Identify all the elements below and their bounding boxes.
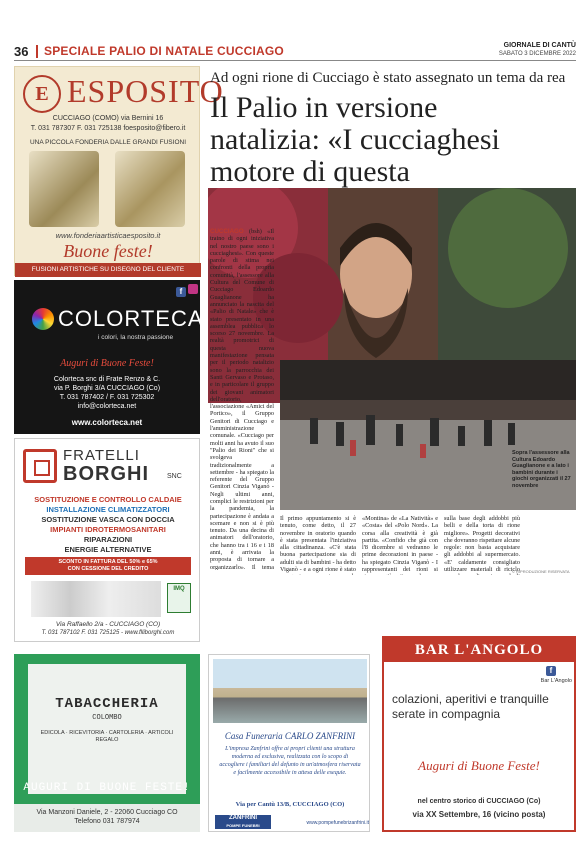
borghi-service: INSTALLAZIONE CLIMATIZZATORI bbox=[46, 505, 170, 514]
article-column-3: «Montina» de «La Natività» e «Costa» del «Polo Nord». La corsa alla creatività è già partita. «Confido che già con l'8 dicembre si vedranno le prime decorazioni in paese - ha spiegato Cinzia Viganò - I rappresentanti dei rioni si bbox=[362, 515, 438, 574]
borghi-suffix: SNC bbox=[167, 473, 182, 480]
borghi-promo-line2: CON CESSIONE DEL CREDITO bbox=[67, 566, 149, 572]
angolo-location: nel centro storico di CUCCIAGO (Co) bbox=[417, 798, 541, 805]
tabaccheria-categories: EDICOLA · RICEVITORIA · CARTOLERIA · ARTICOLI REGALO bbox=[40, 730, 174, 743]
esposito-name: ESPOSITO bbox=[67, 73, 224, 109]
zanfrini-building-photo bbox=[213, 659, 367, 723]
copyright-credit: © RIPRODUZIONE RISERVATA bbox=[512, 569, 570, 574]
esposito-address: CUCCIAGO (COMO) via Bernini 16 bbox=[52, 115, 164, 122]
facebook-icon[interactable]: f bbox=[176, 287, 186, 297]
esposito-website[interactable]: www.fonderiaartisticaesposito.it bbox=[55, 231, 161, 240]
borghi-phone: T. 031 787102 F. 031 725125 - www.flliborghi.com bbox=[41, 630, 175, 636]
borghi-product-images bbox=[31, 581, 161, 617]
borghi-service: IMPIANTI IDROTERMOSANITARI bbox=[50, 525, 166, 534]
tabaccheria-owner: COLOMBO bbox=[92, 714, 122, 722]
article-kicker: Ad ogni rione di Cucciago è stato assegnato un tema da rea bbox=[210, 70, 566, 86]
borghi-service: ENERGIE ALTERNATIVE bbox=[64, 545, 152, 554]
borghi-service: RIPARAZIONI bbox=[83, 535, 133, 544]
article-column-2: Il primo appuntamento si è tenuto, come detto, il 27 novembre in oratorio quando è stata presentata l'iniziativa alla cittadinanza. «C'è stata buona partecipazione sia di adulti sia di bambini - ha detto Viganò - e a ogni rione è stato bbox=[280, 515, 356, 574]
tabaccheria-phone: Telefono 031 787974 bbox=[74, 818, 140, 825]
colorteca-subtitle: i colori, la nostra passione bbox=[98, 334, 174, 341]
tabaccheria-wish: AUGURI DI BUONE FESTE! bbox=[23, 782, 191, 794]
colorteca-name: COLORTECA bbox=[58, 306, 204, 331]
esposito-footer: FUSIONI ARTISTICHE SU DISEGNO DEL CLIENTE bbox=[15, 263, 201, 277]
publication-name: GIORNALE DI CANTÙ bbox=[503, 42, 576, 49]
section-title: SPECIALE PALIO DI NATALE CUCCIAGO bbox=[44, 44, 284, 58]
facebook-icon[interactable]: f bbox=[546, 666, 556, 676]
ad-casa-funeraria-zanfrini[interactable] bbox=[208, 654, 370, 832]
ad-esposito[interactable] bbox=[14, 66, 224, 276]
publication-date: SABATO 3 DICEMBRE 2022 bbox=[498, 51, 576, 57]
borghi-service: SOSTITUZIONE VASCA CON DOCCIA bbox=[41, 515, 175, 524]
esposito-phone: T. 031 787307 F. 031 725138 foesposito@fibero.it bbox=[30, 125, 186, 132]
angolo-address: via XX Settembre, 16 (vicino posta) bbox=[412, 810, 546, 819]
esposito-wish: Buone feste! bbox=[63, 241, 153, 261]
colorteca-email[interactable]: info@colorteca.net bbox=[77, 403, 137, 410]
esposito-logo-icon: E bbox=[23, 75, 61, 113]
article-title: Il Palio in versione natalizia: «I cucciaghesi motore di questa bbox=[210, 91, 500, 188]
colorteca-website[interactable]: www.colorteca.net bbox=[71, 418, 143, 427]
ad-colorteca[interactable] bbox=[14, 280, 204, 434]
article-text: (bsh) «Il traino di ogni iniziativa nel nostro paese sono i cucciaghesi». Con queste parole di stima nei confronti della propria comunità, l'assessore alla Cultura del Comune di Cucciago Edoardo Guaglianone ha annunciato la nascita del «Palio di Natale» che è stato presentato in una assemblea pubblica lo scorso 27 novembre. La realtà promotrici di questa nuova manifestazione pensata per il periodo natalizio sono la parrocchia dei Santi Gervaso e Protaso, e in particolare il gruppo dei giovani animatori dell'oratorio, l'associazione «Amici del Portico», il Gruppo Genitori di Cucciago e l'amministrazione comunale. «Cucciago per molti anni ha avuto il suo "Palio dei Rioni" che si svolgeva tradizionalmente a settembre - ha spiegato la referente del Gruppo Genitori Cinzia Viganò - Negli ultimi anni, complici le restrizioni per la pandemia, la partecipazione è andata a scemare e non si è più tenuto. Da una decina di animatori dell'oratorio, che hanno tra i 16 e i 18 anni, è arrivata la proposta di tornare a organizzarlo». Il tema bbox=[210, 228, 274, 570]
tabaccheria-sign bbox=[28, 664, 186, 794]
esposito-sculpture-photo bbox=[29, 151, 99, 227]
zanfrini-logo bbox=[215, 815, 271, 829]
tabaccheria-contact bbox=[14, 804, 200, 832]
ad-tabaccheria-colombo[interactable] bbox=[14, 654, 200, 832]
borghi-name-1: FRATELLI bbox=[63, 447, 140, 464]
borghi-promo bbox=[25, 557, 191, 575]
photo-caption: Sopra l'assessore alla Cultura Edoardo Guaglianone e a lato i bambini durante i giochi organizzati il 27 novembre bbox=[512, 450, 571, 489]
esposito-sculpture-photo bbox=[115, 151, 185, 227]
tabaccheria-name: TABACCHERIA bbox=[55, 696, 159, 712]
zanfrini-logo-name: ZANFRINI bbox=[229, 815, 257, 821]
esposito-tagline: UNA PICCOLA FONDERIA DALLE GRANDI FUSIONI bbox=[29, 139, 187, 146]
colorteca-social bbox=[174, 284, 198, 297]
ad-bar-angolo[interactable] bbox=[382, 636, 576, 832]
zanfrini-logo-sub: POMPE FUNEBRI bbox=[226, 823, 260, 828]
colorteca-logo-icon bbox=[32, 308, 54, 330]
article-column-4: sulla base degli addobbi più belli e della torta di rione migliore». Progetti decorativi che dovranno rispettare alcune regole: non basta acquistare gli addobbi al supermercato. «E' caldamente consigliato utilizzare materiali di riciclo bbox=[444, 515, 520, 574]
angolo-description: colazioni, aperitivi e tranquille serate in compagnia bbox=[392, 692, 549, 721]
borghi-name-2: BORGHI bbox=[63, 463, 149, 485]
zanfrini-description: L'impresa Zanfrini offre ai propri clienti una struttura moderna ed esclusiva, realizzata con lo scopo di accogliere i familiari del defunto in un'atmosfera riservata e facilmente accessibile in attesa delle esequie. bbox=[219, 746, 361, 776]
angolo-facebook-label: Bar L'Angolo bbox=[540, 678, 572, 684]
ad-fratelli-borghi[interactable] bbox=[14, 438, 200, 642]
angolo-wish: Auguri di Buone Feste! bbox=[418, 758, 540, 773]
tabaccheria-address: Via Manzoni Daniele, 2 - 22060 Cucciago CO bbox=[36, 809, 178, 816]
borghi-promo-line1: SCONTO IN FATTURA DEL 50% e 65% bbox=[58, 559, 158, 565]
borghi-certification-badge: IMQ bbox=[167, 583, 191, 613]
header-rule bbox=[14, 60, 576, 61]
colorteca-address: via P. Borghi 3/A CUCCIAGO (Co) bbox=[53, 385, 161, 392]
colorteca-wish: Auguri di Buone Feste! bbox=[60, 358, 154, 369]
colorteca-phone: T. 031 787402 / F. 031 725302 bbox=[59, 394, 155, 401]
borghi-address: Via Raffaello 2/a - CUCCIAGO (CO) bbox=[55, 621, 161, 628]
article-column-1 bbox=[210, 228, 274, 570]
header-separator bbox=[36, 45, 38, 58]
zanfrini-address: Via per Cantù 13/B, CUCCIAGO (CO) bbox=[235, 801, 345, 808]
zanfrini-website[interactable]: www.pompefunebrizanfrini.it bbox=[306, 820, 369, 826]
instagram-icon[interactable] bbox=[188, 284, 198, 294]
borghi-logo-icon bbox=[23, 449, 57, 483]
borghi-service: SOSTITUZIONE E CONTROLLO CALDAIE bbox=[34, 495, 182, 504]
colorteca-company: Colorteca snc di Frate Renzo & C. bbox=[53, 376, 161, 383]
page-number: 36 bbox=[14, 44, 29, 59]
angolo-name: BAR L'ANGOLO bbox=[384, 638, 574, 662]
zanfrini-title: Casa Funeraria CARLO ZANFRINI bbox=[224, 731, 356, 741]
article-place: CUCCIAGO bbox=[210, 228, 244, 235]
